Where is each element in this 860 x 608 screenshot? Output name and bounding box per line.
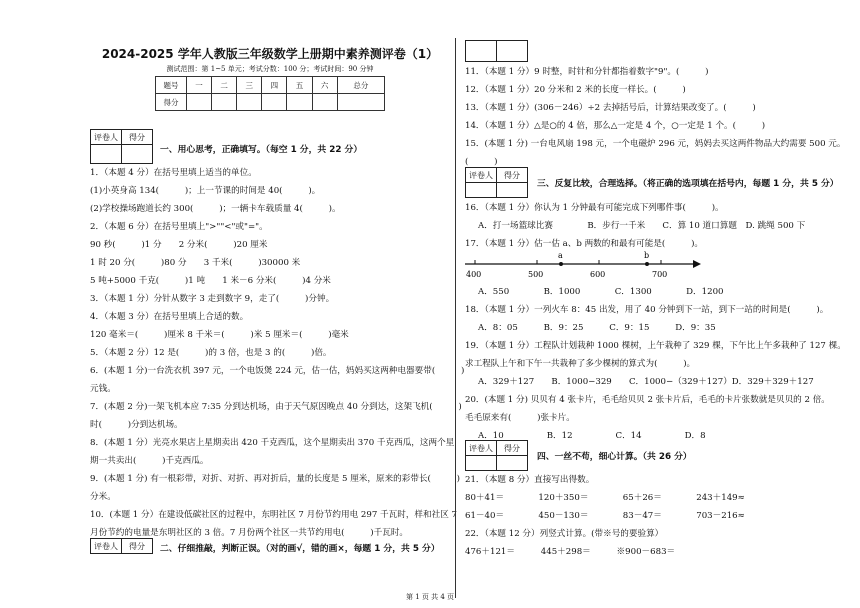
question-line: 120 毫米＝( )厘米 8 千米＝( )米 5 厘米＝( )毫米: [90, 330, 349, 340]
score-header-cell: 四: [262, 77, 287, 94]
question-line: ( ): [465, 157, 498, 167]
score-label: 得分: [122, 539, 153, 554]
section-heading-4: 四、一丝不苟，细心计算。（共 26 分）: [537, 452, 692, 462]
option-line: A．550 B．1000 C．1300 D．1200: [478, 287, 724, 297]
grader-cell: [466, 183, 497, 198]
score-row-label: 得分: [156, 94, 187, 111]
option-line: A．8：05 B．9：25 C．9：15 D．9：35: [478, 323, 716, 333]
section-heading-3: 三、反复比较，合理选择。（将正确的选项填在括号内，每题 1 分，共 5 分）: [537, 179, 839, 189]
question-line: 9．(本题 1 分) 有一根彩带，对折、对折、再对折后，量的长度是 5 厘米，原来的彩带长( ): [90, 474, 461, 484]
question-line: 15．(本题 1 分) 一台电风扇 198 元，一个电磁炉 296 元，妈妈去买这两件物品大约需要 500 元。: [465, 139, 846, 149]
point-label: a: [558, 251, 563, 260]
grader-cell: [497, 41, 528, 62]
grader-box: [90, 538, 153, 554]
question-line: 4．（本题 3 分）在括号里填上合适的数。: [90, 312, 249, 322]
question-line: 元钱。: [90, 384, 116, 394]
grader-box: [90, 129, 153, 164]
grader-label: 评卷人: [466, 441, 497, 456]
tick-label: 600: [590, 270, 606, 279]
question-line: 7．(本题 2 分)一架飞机本应 7:35 分到达机场，由于天气原因晚点 40 分到达，这架飞机( ): [90, 402, 462, 412]
grader-label: 评卷人: [91, 130, 122, 145]
question-line: (1)小英身高 134( )；上一节课的时间是 40( )。: [90, 186, 321, 196]
question-line: 1．（本题 4 分）在括号里填上适当的单位。: [90, 168, 257, 178]
question-line: 17．（本题 1 分）估一估 a、b 两数的和最有可能是( )。: [465, 239, 704, 249]
score-header-cell: 三: [237, 77, 262, 94]
question-line: 10．(本题 1 分）在建设低碳社区的过程中，东明社区 7 月份节约用电 297 千瓦时，样和社区 7: [90, 510, 457, 520]
score-cell: [337, 94, 384, 111]
option-line: A．10 B．12 C．14 D．8: [478, 431, 706, 441]
question-line: 2．（本题 6 分）在括号里填上">""<"或"="。: [90, 222, 268, 232]
question-line: 20．(本题 1 分) 贝贝有 4 张卡片，毛毛给贝贝 2 张卡片后，毛毛的卡片张数就是贝贝的 2 倍。: [465, 395, 830, 405]
score-cell: [287, 94, 312, 111]
question-line: 3．（本题 1 分）分针从数字 3 走到数字 9，走了( )分钟。: [90, 294, 335, 304]
page-subtitle: 测试范围：第 1~5 单元；考试分数：100 分；考试时间：90 分钟: [166, 65, 374, 73]
grader-box: [465, 167, 528, 198]
score-cell: [312, 94, 337, 111]
question-line: 16．（本题 1 分）你认为 1 分钟最有可能完成下列哪件事( )。: [465, 203, 724, 213]
option-line: A．打一场篮球比赛 B．步行一千米 C．算 10 道口算题 D. 跳绳 500 下: [478, 221, 806, 231]
question-line: 时( )分到达机场。: [90, 420, 183, 430]
score-cell: [187, 94, 212, 111]
grader-cell: [91, 145, 122, 164]
option-line: A．329＋127 B．1000−329 C．1000−（329＋127）D．329＋329＋127: [478, 377, 814, 387]
question-line: 14．（本题 1 分）△是○的 4 倍，那么△一定是 4 个，○一定是 1 个。( ): [465, 121, 766, 131]
question-line: 12．（本题 1 分）20 分米和 2 米的长度一样长。( ): [465, 85, 686, 95]
question-line: 90 秒( )1 分 2 分米( )20 厘米: [90, 240, 268, 250]
question-line: 19．（本题 1 分）工程队计划栽种 1000 棵树，上午栽种了 329 棵，下午比上午多栽种了 127 棵。: [465, 341, 846, 351]
question-line: 求工程队上午和下午一共栽种了多少棵树的算式为( )。: [465, 359, 696, 369]
section-heading-1: 一、用心思考，正确填写。（每空 1 分，共 22 分）: [160, 145, 363, 155]
point-label: b: [644, 251, 650, 260]
score-label: 得分: [497, 441, 528, 456]
grader-cell: [466, 456, 497, 471]
column-divider: [455, 38, 456, 598]
score-header-cell: 五: [287, 77, 312, 94]
question-line: 18．（本题 1 分）一列火车 8：45 出发，用了 40 分钟到下一站，到下一站的时间是( )。: [465, 305, 829, 315]
tick-label: 500: [528, 270, 544, 279]
grader-box: [465, 40, 528, 62]
score-header-cell: 总分: [337, 77, 384, 94]
score-table: [155, 76, 385, 111]
page-footer: 第 1 页 共 4 页: [405, 593, 455, 601]
score-label: 得分: [122, 130, 153, 145]
question-line: 5 吨+5000 千克( )1 吨 1 米－6 分米( )4 分米: [90, 276, 331, 286]
grader-cell: [466, 41, 497, 62]
calc-line: 61－40＝ 450－130＝ 83－47＝ 703－216≈: [465, 511, 745, 521]
calc-line: 80＋41＝ 120＋350＝ 65＋26＝ 243＋149≈: [465, 493, 745, 503]
question-line: 22．（本题 12 分）列竖式计算。(带※号的要验算）: [465, 529, 664, 539]
question-line: 8．(本题 1 分）光亮水果店上星期卖出 420 千克西瓜，这个星期卖出 370 千克西瓜，这两个星: [90, 438, 455, 448]
calc-line: 476＋121＝ 445＋298＝ ※900－683＝: [465, 547, 676, 557]
score-cell: [262, 94, 287, 111]
score-header-cell: 一: [187, 77, 212, 94]
page-title: 2024-2025 学年人教版三年级数学上册期中素养测评卷（1）: [101, 47, 439, 61]
question-line: 1 时 20 分( )80 分 3 千米( )30000 米: [90, 258, 301, 268]
score-header-cell: 六: [312, 77, 337, 94]
grader-box: [465, 440, 528, 471]
question-line: 分米。: [90, 492, 116, 502]
score-cell: [212, 94, 237, 111]
question-line: 5．（本题 2 分）12 是( )的 3 倍，也是 3 的( )倍。: [90, 348, 332, 358]
score-cell: [237, 94, 262, 111]
question-line: 11．（本题 1 分）9 时整，时针和分针都指着数字"9"。( ): [465, 67, 709, 77]
number-line: [463, 250, 703, 282]
section-heading-2: 二、仔细推敲，判断正误。（对的画√，错的画×，每题 1 分，共 5 分）: [160, 544, 440, 554]
question-line: 毛毛原来有( )张卡片。: [465, 413, 575, 423]
grader-cell: [497, 456, 528, 471]
grader-cell: [122, 145, 153, 164]
grader-label: 评卷人: [91, 539, 122, 554]
arrow-head-icon: [693, 260, 701, 268]
question-line: (2)学校操场跑道长约 300( )；一辆卡车载质量 4( )。: [90, 204, 341, 214]
score-label: 得分: [497, 168, 528, 183]
tick-label: 700: [652, 270, 668, 279]
score-header-cell: 题号: [156, 77, 187, 94]
question-line: 21．（本题 8 分）直接写出得数。: [465, 475, 595, 485]
grader-label: 评卷人: [466, 168, 497, 183]
score-header-cell: 二: [212, 77, 237, 94]
grader-cell: [497, 183, 528, 198]
question-line: 期一共卖出( )千克西瓜。: [90, 456, 209, 466]
tick-label: 400: [466, 270, 482, 279]
question-line: 6．(本题 1 分)一台洗衣机 397 元，一个电饭煲 224 元，估一估，妈妈买这两种电器要带( ): [90, 366, 465, 376]
point-a-marker: [559, 262, 563, 266]
question-line: 月份节约的电量是东明社区的 3 倍。7 月份两个社区一共节约用电( )千瓦时。: [90, 528, 409, 538]
question-line: 13．（本题 1 分）(306－246）÷2 去掉括号后，计算结果改变了。( ): [465, 103, 756, 113]
point-b-marker: [645, 262, 649, 266]
